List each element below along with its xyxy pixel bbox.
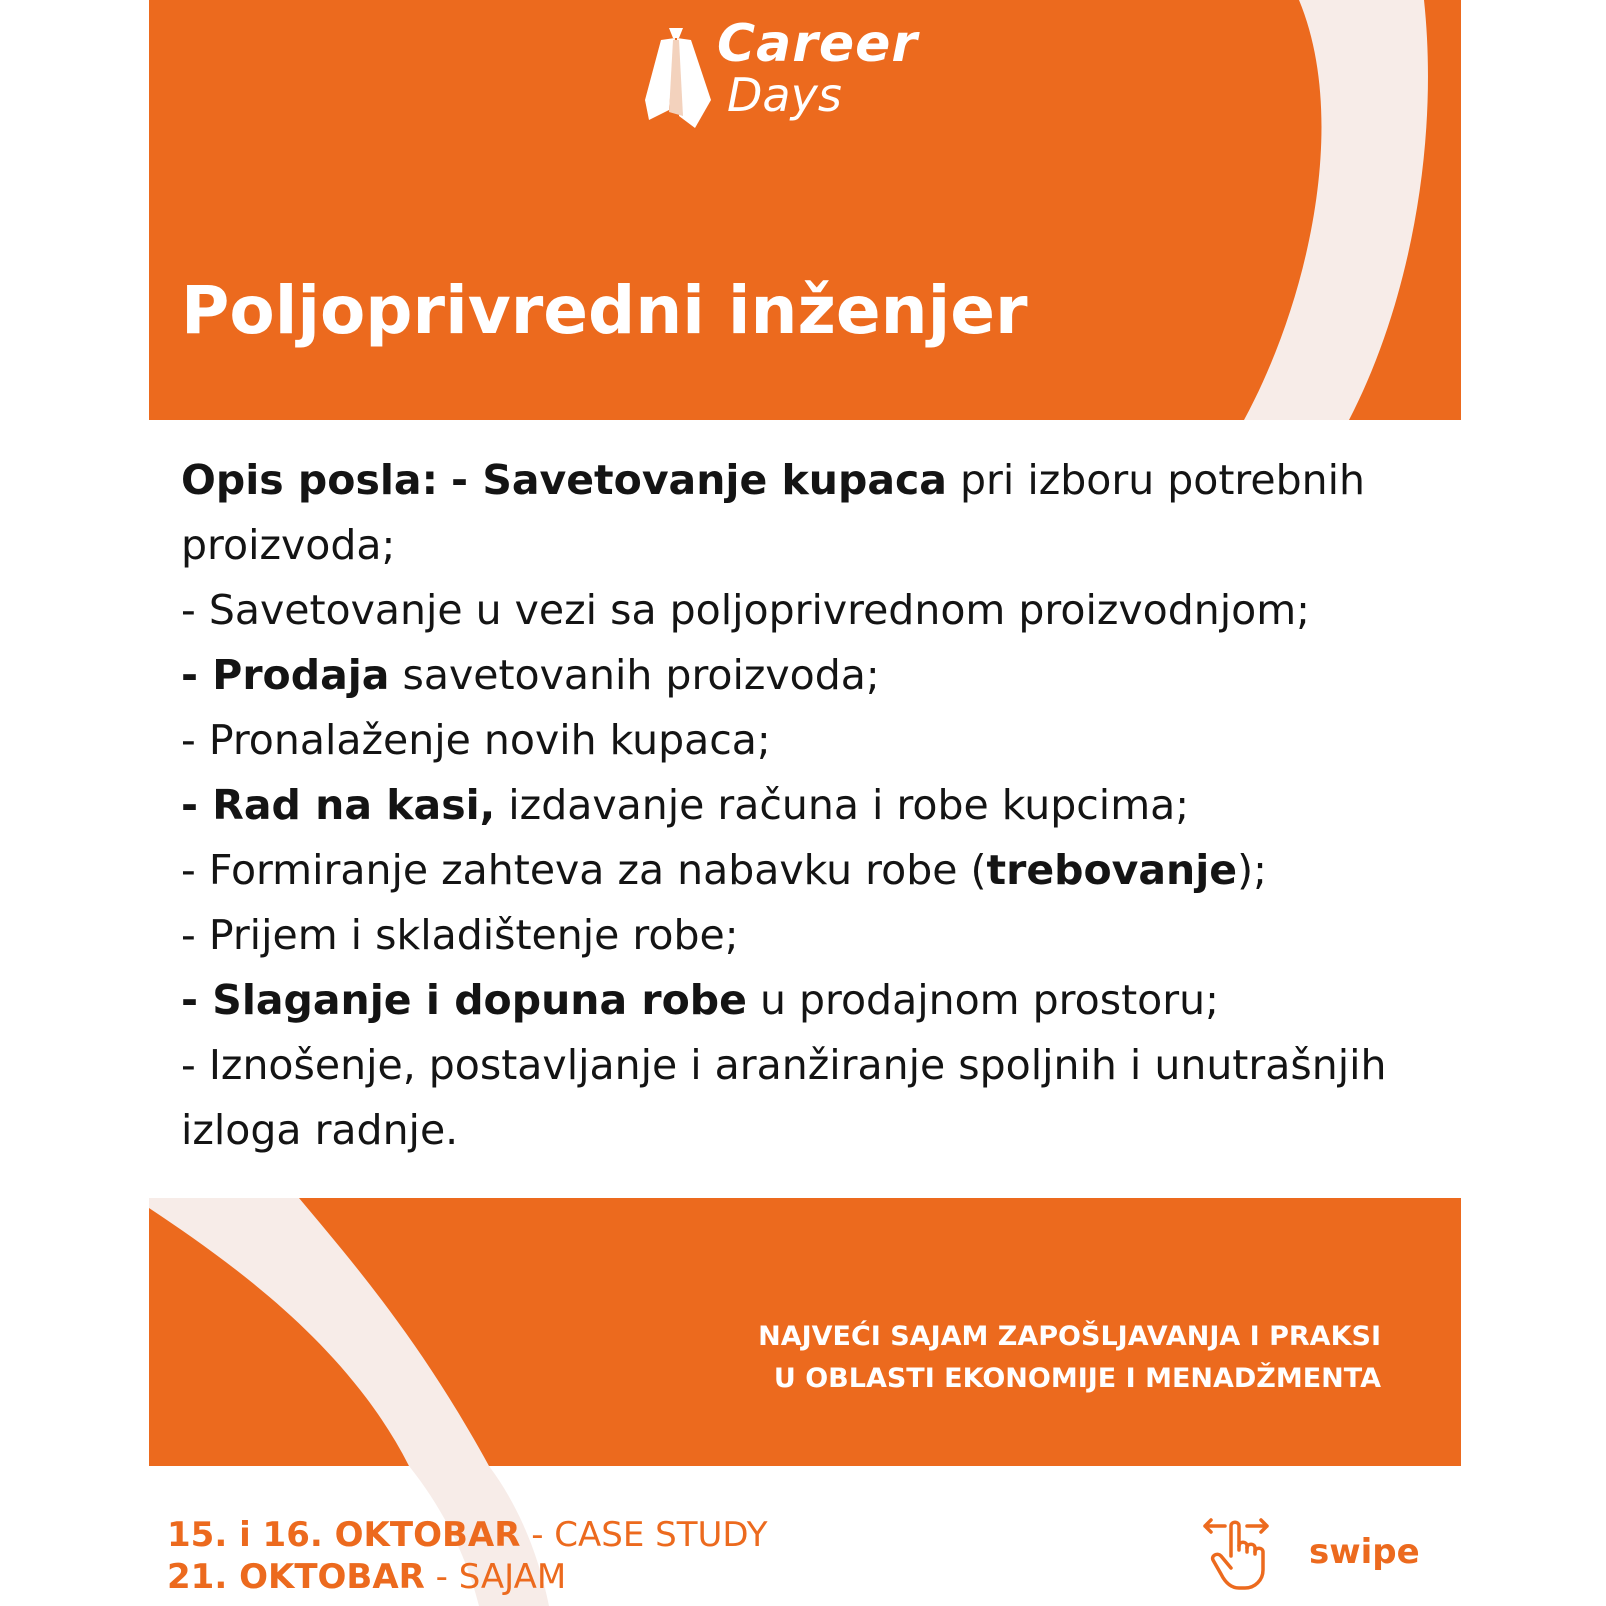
item-text: - Formiranje zahteva za nabavku robe (: [181, 846, 987, 894]
item-bold: trebovanje: [986, 846, 1238, 894]
item-text: - Iznošenje, postavljanje i aranžiranje spoljnih i unutrašnjih izloga radnje.: [181, 1041, 1387, 1154]
schedule-date: 21. OKTOBAR: [167, 1557, 425, 1597]
header-banner: [149, 0, 1461, 420]
item-text: );: [1237, 846, 1267, 894]
schedule-event: - CASE STUDY: [520, 1515, 768, 1555]
schedule-date: 15. i 16. OKTOBAR: [167, 1515, 521, 1555]
item-text: pri izboru potrebnih proizvoda;: [181, 456, 1365, 569]
description-item: [181, 643, 1451, 708]
item-text: izdavanje računa i robe kupcima;: [495, 781, 1190, 829]
description-item: [181, 903, 1451, 968]
event-schedule: [167, 1514, 767, 1598]
item-bold: - Savetovanje kupaca: [451, 456, 947, 504]
job-description: [181, 448, 1451, 1163]
description-item: [181, 448, 1451, 578]
job-title: Poljoprivredni inženjer: [181, 272, 1028, 349]
tagline-line: U OBLASTI EKONOMIJE I MENADŽMENTA: [773, 1363, 1381, 1394]
job-card: [149, 0, 1461, 1606]
schedule-item: [167, 1514, 767, 1556]
item-text: - Savetovanje u vezi sa poljoprivrednom proizvodnjom;: [181, 586, 1310, 634]
description-item: [181, 708, 1451, 773]
item-text: - Prijem i skladištenje robe;: [181, 911, 739, 959]
description-item: [181, 968, 1451, 1033]
item-bold: - Prodaja: [181, 651, 390, 699]
logo-days-text: Days: [727, 68, 842, 122]
item-text: - Pronalaženje novih kupaca;: [181, 716, 771, 764]
swipe-label[interactable]: swipe: [1309, 1532, 1420, 1572]
career-days-logo: [639, 14, 959, 134]
description-item: [181, 578, 1451, 643]
description-item: [181, 773, 1451, 838]
description-label: Opis posla:: [181, 456, 438, 504]
footer-banner: [149, 1198, 1461, 1466]
tagline-line: NAJVEĆI SAJAM ZAPOŠLJAVANJA I PRAKSI: [758, 1321, 1381, 1352]
description-item: [181, 838, 1451, 903]
item-text: savetovanih proizvoda;: [389, 651, 880, 699]
swipe-hand-icon[interactable]: [1199, 1512, 1279, 1592]
tagline: [758, 1316, 1381, 1400]
logo-career-text: Career: [717, 14, 919, 74]
tie-icon: [639, 20, 719, 130]
schedule-item: [167, 1556, 767, 1598]
item-bold: - Rad na kasi,: [181, 781, 496, 829]
item-text: u prodajnom prostoru;: [746, 976, 1219, 1024]
description-item: [181, 1033, 1451, 1163]
item-bold: - Slaganje i dopuna robe: [181, 976, 747, 1024]
schedule-event: - SAJAM: [424, 1557, 567, 1597]
